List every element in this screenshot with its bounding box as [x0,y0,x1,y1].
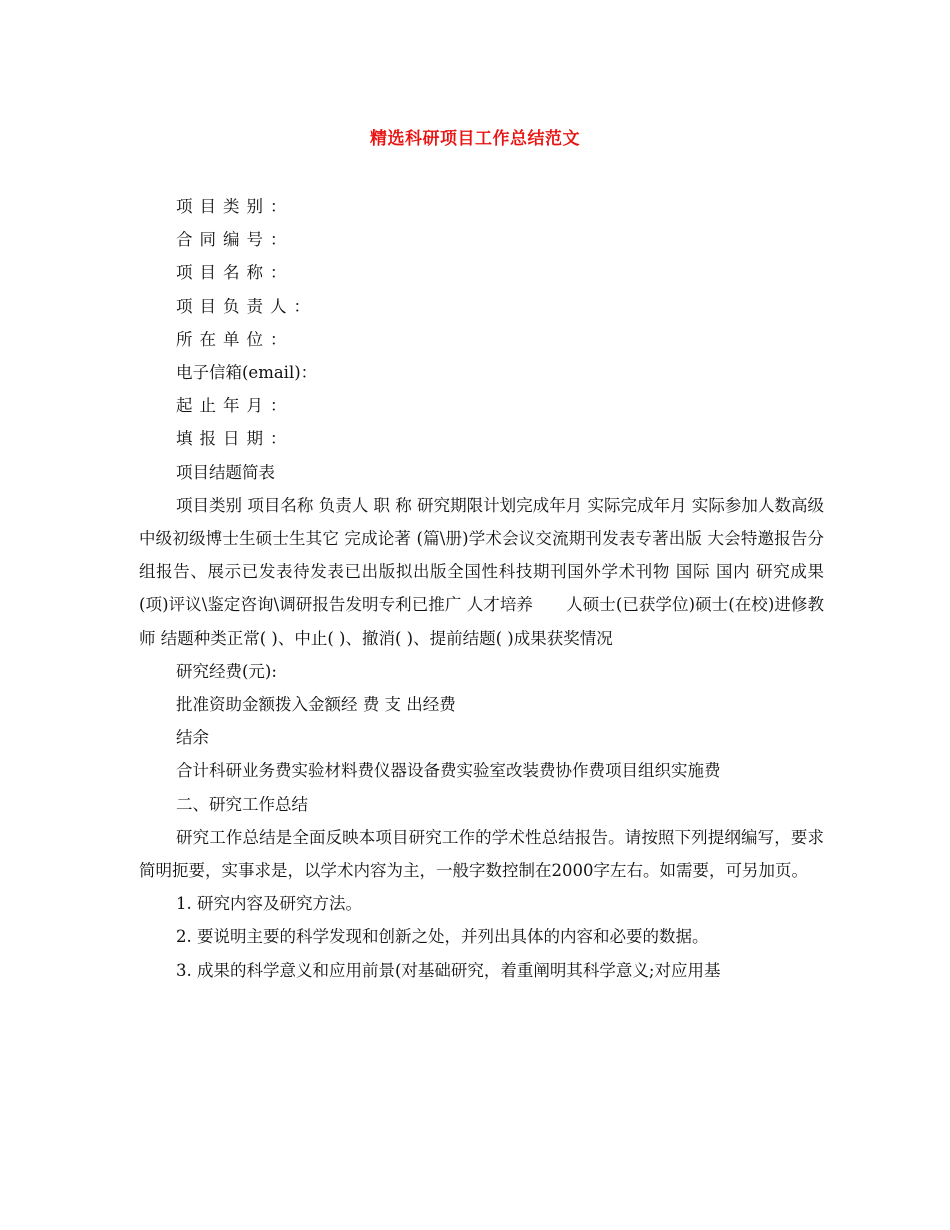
field-project-name: 项目名称： [176,263,294,283]
field-project-category: 项目类别： [176,197,294,216]
outline-item-2: 2. 要说明主要的科学发现和创新之处，并列出具体的内容和必要的数据。 [176,927,709,947]
outline-item-1: 1. 研究内容及研究方法。 [176,894,362,914]
field-email: 电子信箱(email)： [176,363,318,383]
funding-row-3: 合计科研业务费实验材料费仪器设备费实验室改装费协作费项目组织实施费 [176,761,721,781]
field-start-end-date: 起止年月： [176,396,294,416]
outline-item-3: 3. 成果的科学意义和应用前景(对基础研究，着重阐明其科学意义;对应用基 [176,960,721,980]
field-report-date: 填报日期： [176,429,294,449]
field-contract-number: 合同编号： [176,230,294,250]
funding-row-1: 批准资助金额拨入金额经 费 支 出经费 [176,695,456,715]
summary-table-title: 项目结题简表 [176,462,275,482]
funding-row-2: 结余 [176,728,209,748]
document-title: 精选科研项目工作总结范文 [370,129,580,149]
section-heading: 二、研究工作总结 [176,794,308,814]
funding-label: 研究经费(元): [176,661,277,681]
field-project-leader: 项目负责人： [176,296,317,316]
summary-table-text: 项目类别 项目名称 负责人 职 称 研究期限计划完成年月 实际完成年月 实际参加人数高级中级初级博士生硕士生其它 完成论著 (篇\册)学术会议交流期刊发表专著出版 大会特邀报告分组报告、展示已发表待发表已出版拟出版全国性科技期刊国外学术刊物 国际 国内 研究成果(项)评议\鉴定咨询\调研报告发明专利已推广 人才培养 人硕士(已获学位)硕士(在校)进修教师 结题种类正常( )、中止( )、撤消( )、提前结题( )成果获奖情况 [139,495,824,648]
section-intro: 研究工作总结是全面反映本项目研究工作的学术性总结报告。请按照下列提纲编写，要求简明扼要，实事求是，以学术内容为主，一般字数控制在2000字左右。如需要，可另加页。 [139,827,824,881]
document-body [139,190,824,987]
field-affiliation: 所在单位： [176,329,294,349]
